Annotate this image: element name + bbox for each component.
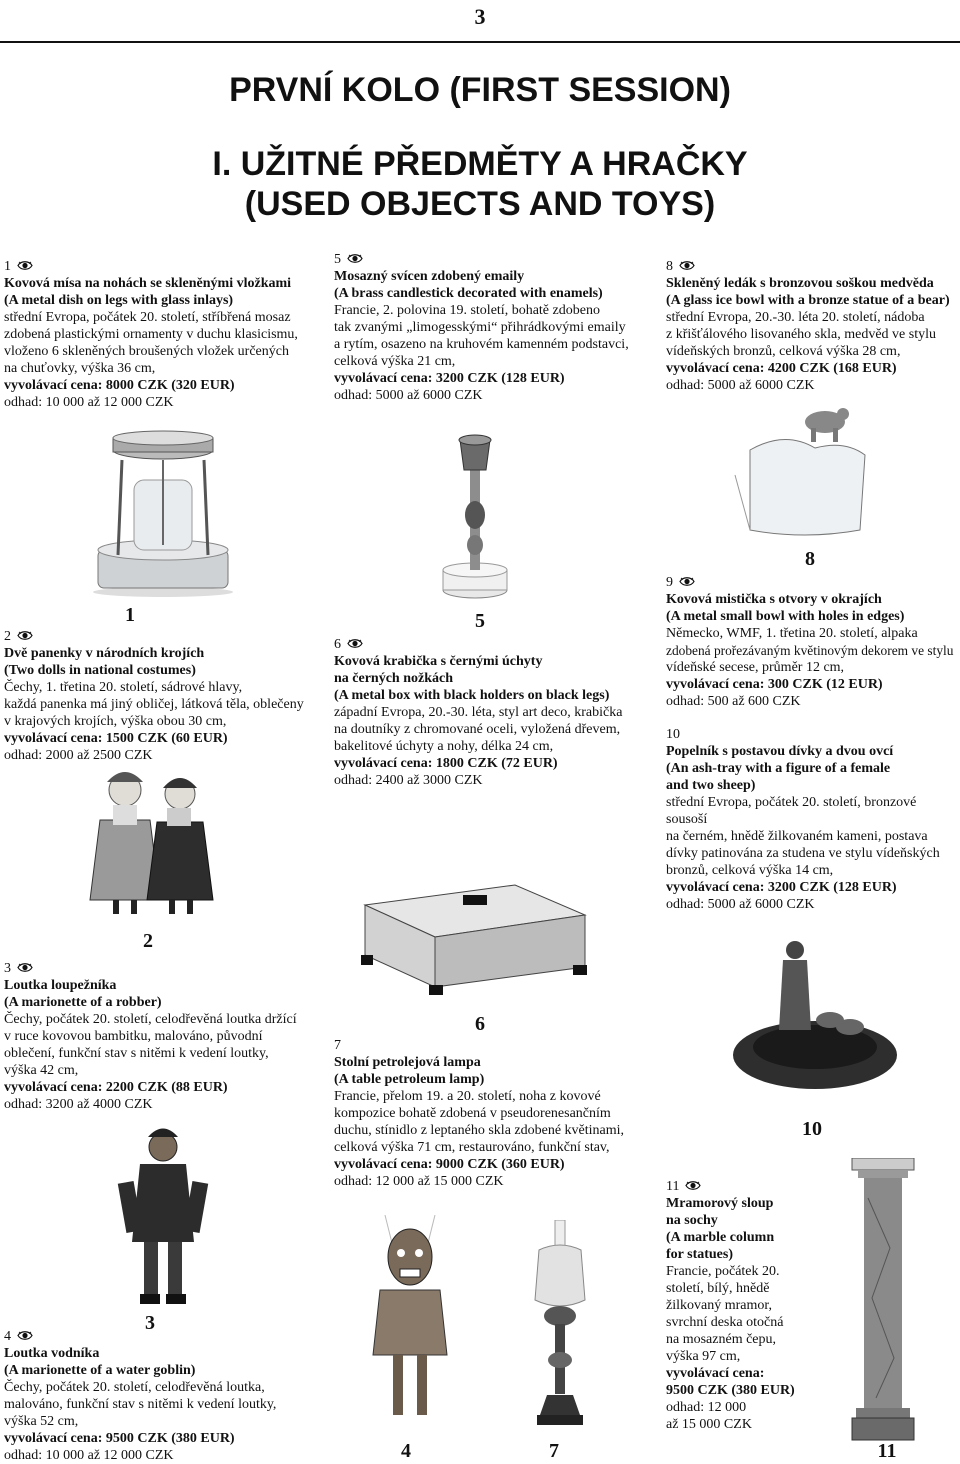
lot-price: vyvolávací cena: 3200 CZK (128 EUR) <box>666 880 897 895</box>
caption-4: 4 <box>401 1440 411 1462</box>
lot-number: 11 <box>666 1179 680 1194</box>
section-subtitle: (USED OBJECTS AND TOYS) <box>244 185 716 223</box>
caption-1: 1 <box>125 604 135 626</box>
eye-icon <box>17 962 33 973</box>
lot-8: 8 Skleněný ledák s bronzovou soškou medvěda (A glass ice bowl with a bronze statue of a bear) střední Evropa, 20.-30. léta 20. století, nádoba z křišťálového lisovaného skla, medvěd ve stylu vídeňských bronzů, celková výška 28 cm, vyvolávací cena: 4200 CZK (168 EUR) odhad: 5000 až 6000 CZK <box>666 258 958 394</box>
lot-price: vyvolávací cena: 8000 CZK (320 EUR) <box>4 378 235 393</box>
section-title: I. UŽITNÉ PŘEDMĚTY A HRAČKY <box>212 145 748 183</box>
lot-11: 11 Mramorový sloup na sochy (A marble column for statues) Francie, počátek 20. století, bílý, hnědě žilkovaný mramor, svrchní deska otočná na mosazném čepu, výška 97 cm, vyvolávací cena: 9500 CZK (380 EUR) odhad: 12 000 až 15 000 CZK <box>666 1178 816 1433</box>
lot-estimate: odhad: 5000 až 6000 CZK <box>666 378 815 393</box>
lot-estimate: odhad: 10 000 až 12 000 CZK <box>4 395 174 410</box>
lot-number: 9 <box>666 575 673 590</box>
lot-2: 2 Dvě panenky v národních krojích (Two dolls in national costumes) Čechy, 1. třetina 20. století, sádrové hlavy, každá panenka má jiný obličej, látková těla, oblečeny v krajových krojích, výška obou 30 cm, vyvolávací cena: 1500 CZK (60 EUR) odhad: 2000 až 2500 CZK <box>4 628 324 764</box>
caption-3: 3 <box>145 1312 155 1334</box>
lot-1-photo <box>88 420 238 598</box>
lot-estimate: odhad: 5000 až 6000 CZK <box>334 388 483 403</box>
lot-5: 5 Mosazný svícen zdobený emaily (A brass candlestick decorated with enamels) Francie, 2. polovina 19. století, bohatě zdobeno tak zvanými „limogesskými“ přihrádkovými emaily a rytím, osazeno na kruhovém kamenném podstavci, celková výška 21 cm, vyvolávací cena: 3200 CZK (128 EUR) odhad: 5000 až 6000 CZK <box>334 251 654 404</box>
lot-price: vyvolávací cena: 2200 CZK (88 EUR) <box>4 1080 228 1095</box>
eye-icon <box>17 260 33 271</box>
lot-title-cz: Kovová mistička s otvory v okrajích <box>666 592 882 607</box>
caption-11: 11 <box>877 1440 897 1462</box>
eye-icon <box>347 638 363 649</box>
lot-5-photo <box>430 420 520 600</box>
lot-title-cz: Skleněný ledák s bronzovou soškou medvěda <box>666 276 934 291</box>
lot-price: vyvolávací cena: 1800 CZK (72 EUR) <box>334 756 558 771</box>
caption-10: 10 <box>802 1118 822 1140</box>
lot-number: 4 <box>4 1329 11 1344</box>
lot-estimate: odhad: 2400 až 3000 CZK <box>334 773 483 788</box>
lot-price: vyvolávací cena: 9500 CZK (380 EUR) <box>4 1431 235 1446</box>
eye-icon <box>17 630 33 641</box>
eye-icon <box>679 260 695 271</box>
lot-title-cz: Kovová krabička s černými úchyty <box>334 654 543 669</box>
lot-estimate: odhad: 5000 až 6000 CZK <box>666 897 815 912</box>
lot-title-en: (A metal dish on legs with glass inlays) <box>4 293 234 308</box>
lot-11-photo <box>850 1158 916 1443</box>
lot-title-en-2: and two sheep) <box>666 778 756 793</box>
lot-title-en-2: for statues) <box>666 1247 734 1262</box>
lot-price: vyvolávací cena: 4200 CZK (168 EUR) <box>666 361 897 376</box>
lot-price: vyvolávací cena: <box>666 1366 765 1381</box>
lot-8-photo <box>725 400 875 540</box>
lot-10: 10 Popelník s postavou dívky a dvou ovcí (An ash-tray with a figure of a female and two sheep) střední Evropa, počátek 20. století, bronzové sousoší na černém, hnědě žilkovaném kameni, postava dívky patinována za studena ve stylu vídeňských bronzů, celková výška 14 cm, vyvolávací cena: 3200 CZK (128 EUR) odhad: 5000 až 6000 CZK <box>666 726 960 913</box>
lot-title-cz: Dvě panenky v národních krojích <box>4 646 205 661</box>
caption-7: 7 <box>549 1440 559 1462</box>
lot-title-en: (A marble column <box>666 1230 775 1245</box>
lot-number: 7 <box>334 1038 341 1053</box>
lot-title-cz-2: na sochy <box>666 1213 718 1228</box>
lot-title-en: (A marionette of a water goblin) <box>4 1363 196 1378</box>
lot-estimate: odhad: 12 000 <box>666 1400 747 1415</box>
lot-title-en: (A metal box with black holders on black legs) <box>334 688 610 703</box>
lot-4: 4 Loutka vodníka (A marionette of a water goblin) Čechy, počátek 20. století, celodřevěná loutka, malováno, funkční stav s nitěmi k vedení loutky, výška 52 cm, vyvolávací cena: 9500 CZK (380 EUR) odhad: 10 000 až 12 000 CZK <box>4 1328 324 1464</box>
lot-title-cz: Mramorový sloup <box>666 1196 774 1211</box>
lot-estimate: odhad: 2000 až 2500 CZK <box>4 748 153 763</box>
lot-title-cz: Loutka loupežníka <box>4 978 117 993</box>
session-title: PRVNÍ KOLO (FIRST SESSION) <box>229 71 731 109</box>
lot-title-cz-2: na černých nožkách <box>334 671 453 686</box>
lot-title-en: (Two dolls in national costumes) <box>4 663 196 678</box>
lot-number: 3 <box>4 961 11 976</box>
lot-2-photo <box>85 760 225 920</box>
lot-7-photo <box>525 1220 595 1435</box>
page-number: 3 <box>474 4 486 29</box>
lot-title-en: (An ash-tray with a figure of a female <box>666 761 891 776</box>
lot-9: 9 Kovová mistička s otvory v okrajích (A metal small bowl with holes in edges) Německo, WMF, 1. třetina 20. století, alpaka zdobená prořezávaným květinovým dekorem ve stylu vídeňské secese, průměr 12 cm, vyvolávací cena: 300 CZK (12 EUR) odhad: 500 až 600 CZK <box>666 574 960 710</box>
lot-title-en: (A table petroleum lamp) <box>334 1072 485 1087</box>
lot-title-cz: Popelník s postavou dívky a dvou ovcí <box>666 744 894 759</box>
lot-title-cz: Stolní petrolejová lampa <box>334 1055 481 1070</box>
header-rule <box>0 41 960 43</box>
lot-estimate: odhad: 500 až 600 CZK <box>666 694 801 709</box>
lot-7: 7 Stolní petrolejová lampa (A table petroleum lamp) Francie, přelom 19. a 20. století, noha z kovové kompozice bohatě zdobená v pseudorenesančním duchu, stínidlo z leptaného skla zdobené květinami, celková výška 71 cm, restaurováno, funkční stav, vyvolávací cena: 9000 CZK (360 EUR) odhad: 12 000 až 15 000 CZK <box>334 1037 654 1190</box>
lot-4-photo <box>355 1215 465 1430</box>
lot-number: 6 <box>334 637 341 652</box>
lot-estimate: odhad: 10 000 až 12 000 CZK <box>4 1448 174 1463</box>
lot-title-en: (A glass ice bowl with a bronze statue of a bear) <box>666 293 950 308</box>
lot-number: 10 <box>666 727 680 742</box>
lot-estimate: odhad: 12 000 až 15 000 CZK <box>334 1174 504 1189</box>
lot-title-cz: Kovová mísa na nohách se skleněnými vložkami <box>4 276 292 291</box>
caption-5: 5 <box>475 610 485 632</box>
eye-icon <box>347 253 363 264</box>
lot-estimate: odhad: 3200 až 4000 CZK <box>4 1097 153 1112</box>
lot-price: vyvolávací cena: 3200 CZK (128 EUR) <box>334 371 565 386</box>
eye-icon <box>17 1330 33 1341</box>
eye-icon <box>679 576 695 587</box>
lot-price-2: 9500 CZK (380 EUR) <box>666 1383 795 1398</box>
caption-8: 8 <box>805 548 815 570</box>
lot-title-en: (A marionette of a robber) <box>4 995 162 1010</box>
lot-6: 6 Kovová krabička s černými úchyty na černých nožkách (A metal box with black holders on black legs) západní Evropa, 20.-30. léta, styl art deco, krabička na doutníky z chromované oceli, vyložená dřevem, bakelitové úchyty a nohy, délka 24 cm, vyvolávací cena: 1800 CZK (72 EUR) odhad: 2400 až 3000 CZK <box>334 636 654 789</box>
lot-estimate-2: až 15 000 CZK <box>666 1417 752 1432</box>
lot-price: vyvolávací cena: 1500 CZK (60 EUR) <box>4 731 228 746</box>
lot-number: 2 <box>4 629 11 644</box>
lot-price: vyvolávací cena: 300 CZK (12 EUR) <box>666 677 883 692</box>
lot-1: 1 Kovová mísa na nohách se skleněnými vložkami (A metal dish on legs with glass inlays) střední Evropa, počátek 20. století, stříbřená mosaz zdobená plastickými ornamenty v duchu klasicismu, vloženo 6 skleněných broušených vložek určených na chuťovky, výška 36 cm, vyvolávací cena: 8000 CZK (320 EUR) odhad: 10 000 až 12 000 CZK <box>4 258 324 411</box>
lot-6-photo <box>345 875 595 1000</box>
lot-3: 3 Loutka loupežníka (A marionette of a robber) Čechy, počátek 20. století, celodřevěná loutka držící v ruce kovovou bambitku, malováno, původní oblečení, funkční stav s nitěmi k vedení loutky, výška 42 cm, vyvolávací cena: 2200 CZK (88 EUR) odhad: 3200 až 4000 CZK <box>4 960 324 1113</box>
lot-price: vyvolávací cena: 9000 CZK (360 EUR) <box>334 1157 565 1172</box>
lot-title-en: (A brass candlestick decorated with enamels) <box>334 286 603 301</box>
lot-3-photo <box>108 1122 218 1317</box>
lot-number: 1 <box>4 259 11 274</box>
caption-2: 2 <box>143 930 153 952</box>
lot-number: 5 <box>334 252 341 267</box>
lot-title-cz: Loutka vodníka <box>4 1346 100 1361</box>
caption-6: 6 <box>475 1013 485 1035</box>
lot-title-en: (A metal small bowl with holes in edges) <box>666 609 905 624</box>
eye-icon <box>685 1180 701 1191</box>
lot-title-cz: Mosazný svícen zdobený emaily <box>334 269 525 284</box>
lot-number: 8 <box>666 259 673 274</box>
lot-10-photo <box>725 935 900 1100</box>
